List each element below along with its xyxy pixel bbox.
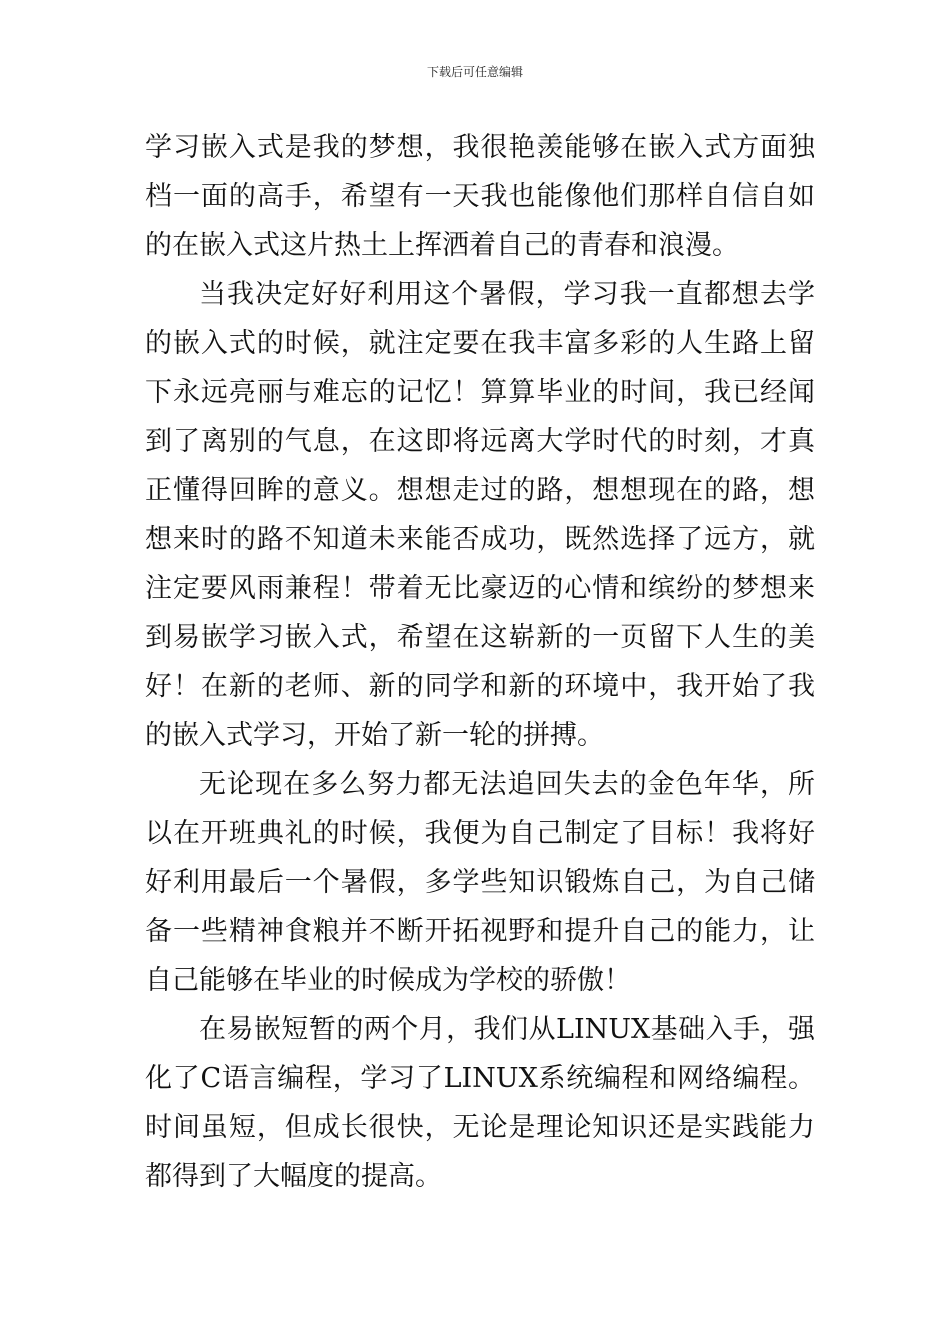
paragraph-1: 学习嵌入式是我的梦想，我很艳羡能够在嵌入式方面独档一面的高手，希望有一天我也能像他们那样自信自如的在嵌入式这片热土上挥洒着自己的青春和浪漫。: [145, 132, 815, 261]
document-body: [145, 123, 815, 1201]
paragraph-4: 在易嵌短暂的两个月，我们从LINUX基础入手，强化了C语言编程，学习了LINUX系统编程和网络编程。时间虽短，但成长很快，无论是理论知识还是实践能力都得到了大幅度的提高。: [145, 1014, 815, 1192]
paragraph-3: 无论现在多么努力都无法追回失去的金色年华，所以在开班典礼的时候，我便为自己制定了目标！我将好好利用最后一个暑假，多学些知识锻炼自己，为自己储备一些精神食粮并不断开拓视野和提升自己的能力，让自己能够在毕业的时候成为学校的骄傲！: [145, 769, 815, 996]
paragraph-2: 当我决定好好利用这个暑假，学习我一直都想去学的嵌入式的时候，就注定要在我丰富多彩的人生路上留下永远亮丽与难忘的记忆！算算毕业的时间，我已经闻到了离别的气息，在这即将远离大学时代的时刻，才真正懂得回眸的意义。想想走过的路，想想现在的路，想想来时的路不知道未来能否成功，既然选择了远方，就注定要风雨兼程！带着无比豪迈的心情和缤纷的梦想来到易嵌学习嵌入式，希望在这崭新的一页留下人生的美好！在新的老师、新的同学和新的环境中，我开始了我的嵌入式学习，开始了新一轮的拼搏。: [145, 279, 815, 751]
page-header: 下载后可任意编辑: [426, 65, 523, 79]
